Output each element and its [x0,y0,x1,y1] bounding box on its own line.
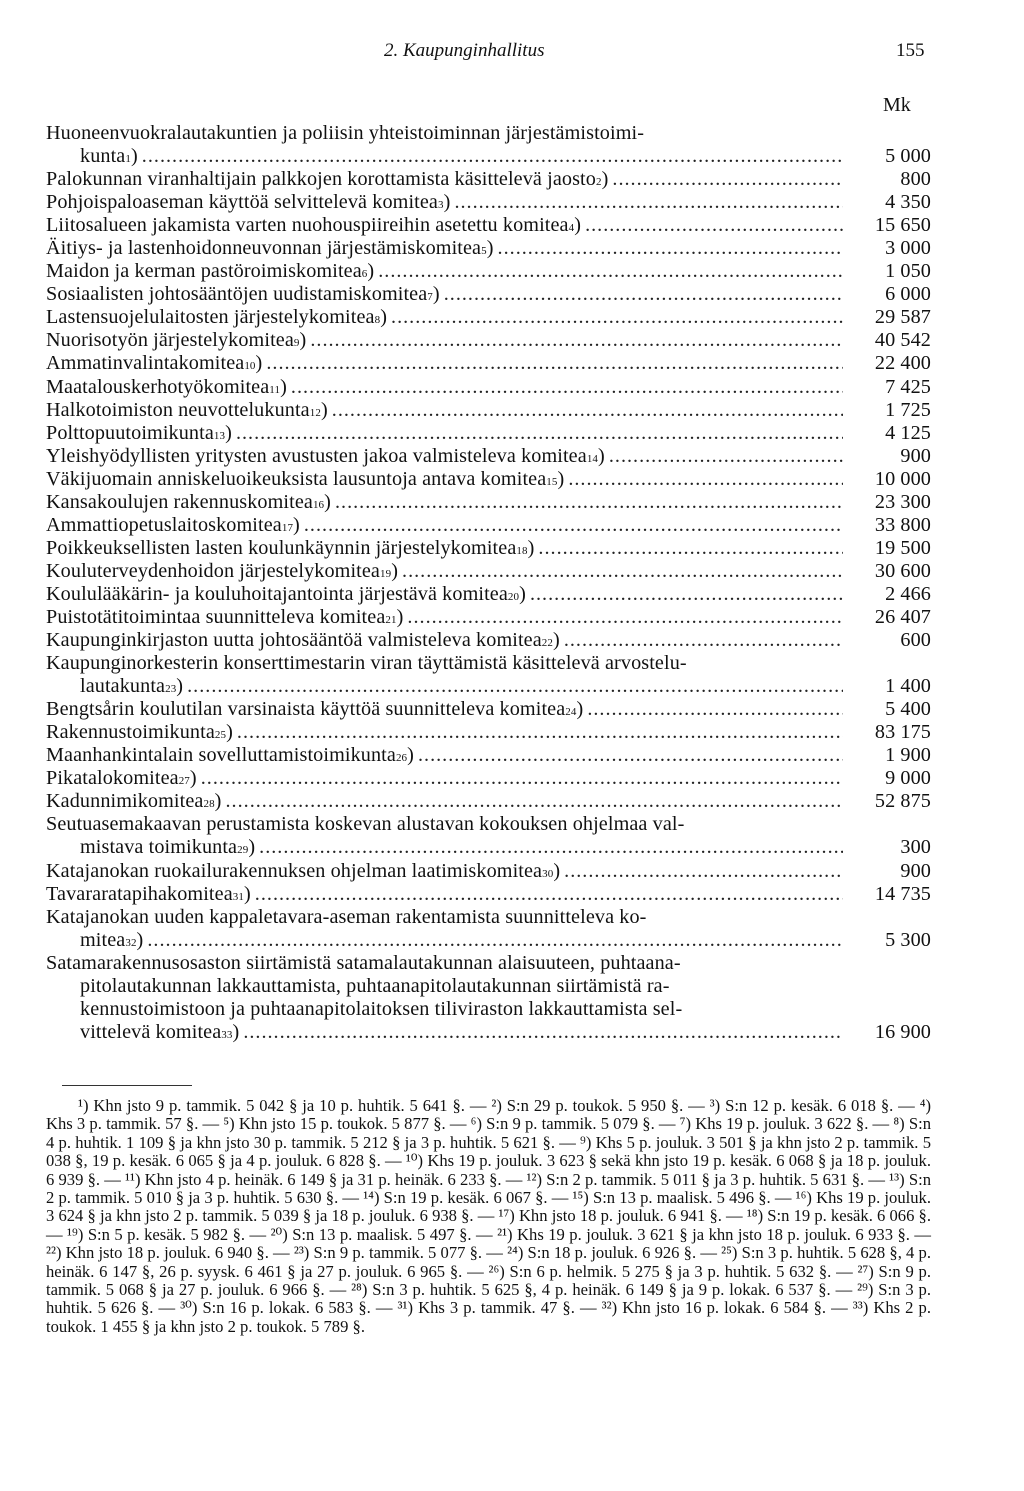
list-item [46,860,931,883]
footnote-paren: ) [367,260,375,283]
entry-line: Ammatinvalintakomitea 10 ) ..... 22 400 [46,352,931,375]
list-item [46,122,931,168]
committee-cost-list [46,122,931,1044]
dot-leader [332,399,843,422]
entry-title-text: Sosiaalisten johtosääntöjen uudistamiskomitea [46,283,428,306]
entry-title-text: kunta [80,145,126,168]
entry-title-text: Kadunnimikomitea [46,790,204,813]
entry-line: Koululääkärin- ja kouluhoitajantointa järjestävä komitea 20 ) ..... 2 466 [46,583,931,606]
entry-line: kunta 1 ) ..... 5 000 [46,145,931,168]
footnote-paren: ) [519,582,526,605]
amount-value: 40 542 [874,329,931,352]
entry-title-text: Katajanokan ruokailurakennuksen ohjelman laatimiskomitea [46,859,543,882]
list-item [46,952,931,1044]
entry-title-text: Puistotätitoimintaa suunnitteleva komitea [46,605,386,628]
amount-value: 26 407 [874,605,931,628]
footnote-paren: ) [255,352,263,375]
entry-line: mistava toimikunta 29 ) ..... 300 [46,836,931,859]
list-item [46,790,931,813]
running-title: 2. Kaupunginhallitus [384,40,545,61]
amount-value: 5 000 [885,145,931,168]
entry-title-text: Satamarakennusosaston siirtämistä satamalautakunnan alaisuuteen, puhtaana- [46,951,681,974]
dot-leader [237,721,843,744]
currency-column-heading: Mk [883,94,911,116]
list-item [46,445,931,468]
list-item [46,883,931,906]
footnote-paren: ) [299,329,307,352]
dot-leader [402,560,843,583]
dot-leader [498,237,843,260]
list-item [46,260,931,283]
amount-value: 3 000 [885,237,931,260]
amount-value: 30 600 [874,559,931,582]
footnote-paren: ) [293,513,300,536]
entry-title-text: Bengtsårin koulutilan varsinaista käyttöä suunnitteleva komitea [46,698,566,721]
dot-leader [612,168,843,191]
dot-leader [564,629,843,652]
entry-line: mitea 32 ) ..... 5 300 [46,929,931,952]
dot-leader [564,860,843,883]
entry-title-text: Palokunnan viranhaltijain palkkojen korottamista käsittelevä jaosto [46,168,596,191]
footnote-paren: ) [553,629,560,652]
entry-title-text: lautakunta [80,675,166,698]
entry-line: Nuorisotyön järjestelykomitea 9 ) ..... 40 542 [46,329,931,352]
entry-line: lautakunta 23 ) ..... 1 400 [46,675,931,698]
footnote-paren: ) [176,675,184,698]
amount-value: 33 800 [874,513,931,536]
entry-title-text: Pikatalokomitea [46,767,179,790]
dot-leader [304,514,843,537]
entry-line: Pikatalokomitea 27 ) ..... 9 000 [46,767,931,790]
footnote-paren: ) [576,698,584,721]
dot-leader [201,767,843,790]
entry-line: Kadunnimikomitea 28 ) ..... 52 875 [46,790,931,813]
footnote-paren: ) [396,605,404,628]
dot-leader [187,675,843,698]
entry-line: Polttopuutoimikunta 13 ) ..... 4 125 [46,422,931,445]
footnote-paren: ) [557,467,565,490]
dot-leader [255,883,843,906]
list-item [46,629,931,652]
entry-line: Tavararatapihakomitea 31 ) ..... 14 735 [46,883,931,906]
amount-value: 6 000 [885,283,931,306]
list-item [46,652,931,698]
list-item [46,767,931,790]
entry-line: Kansakoulujen rakennuskomitea 16 ) ..... 23 300 [46,491,931,514]
amount-value: 52 875 [874,790,931,813]
footnote-paren: ) [553,859,561,882]
footnote-paren: ) [432,283,440,306]
entry-title-text: Tavararatapihakomitea [46,882,233,905]
entry-line: Maatalouskerhotyökomitea 11 ) ..... 7 425 [46,376,931,399]
list-item [46,352,931,375]
amount-value: 5 300 [885,928,931,951]
dot-leader [310,329,843,352]
entry-line: Pohjoispaloaseman käyttöä selvittelevä komitea 3 ) ..... 4 350 [46,191,931,214]
footnote-paren: ) [324,490,331,513]
entry-title-text: Pohjoispaloaseman käyttöä selvittelevä komitea [46,191,438,214]
entry-line: Palokunnan viranhaltijain palkkojen korottamista käsittelevä jaosto 2 ) ..... 800 [46,168,931,191]
dot-leader [587,698,843,721]
list-item [46,744,931,767]
list-item [46,214,931,237]
amount-value: 15 650 [874,214,931,237]
amount-value: 600 [900,629,931,652]
amount-value: 1 400 [885,675,931,698]
entry-title-text: Maanhankintalain sovelluttamistoimikunta [46,744,396,767]
list-item [46,168,931,191]
amount-value: 9 000 [885,767,931,790]
entry-line: Ammattiopetuslaitoskomitea 17 ) ..... 33 800 [46,514,931,537]
list-item [46,606,931,629]
dot-leader [454,191,843,214]
amount-value: 22 400 [874,352,931,375]
dot-leader [259,836,843,859]
footnote-paren: ) [225,421,232,444]
amount-value: 1 725 [885,398,931,421]
list-item [46,537,931,560]
dot-leader [568,468,843,491]
entry-title-text: Liitosalueen jakamista varten nuohouspiireihin asetettu komitea [46,214,569,237]
dot-leader [142,145,843,168]
entry-title-text: Ammattiopetuslaitoskomitea [46,513,282,536]
list-item [46,399,931,422]
entry-title-text: Maidon ja kerman pastöroimiskomitea [46,260,362,283]
footnote-paren: ) [189,767,197,790]
entry-title-text: Väkijuomain anniskeluoikeuksista lausuntoja antava komitea [46,467,547,490]
entry-line: Liitosalueen jakamista varten nuohouspiireihin asetettu komitea 4 ) ..... 15 650 [46,214,931,237]
footnote-paren: ) [443,191,451,214]
entry-line [46,998,931,1021]
dot-leader [609,445,843,468]
dot-leader [530,583,843,606]
dot-leader [226,790,844,813]
amount-value: 5 400 [885,698,931,721]
list-item [46,422,931,445]
entry-line: Kouluterveydenhoidon järjestelykomitea 19 ) ..... 30 600 [46,560,931,583]
entry-line [46,952,931,975]
entry-title-text: Poikkeuksellisten lasten koulunkäynnin järjestelykomitea [46,536,517,559]
list-item [46,514,931,537]
entry-title-text: kennustoimistoon ja puhtaanapitolaitoksen tiliviraston lakkauttamista sel- [80,997,683,1020]
entry-title-text: Koululääkärin- ja kouluhoitajantointa järjestävä komitea [46,582,508,605]
dot-leader [291,376,843,399]
amount-value: 300 [900,836,931,859]
entry-title-text: Katajanokan uuden kappaletavara-aseman rakentamista suunnitteleva ko- [46,905,647,928]
entry-line [46,975,931,998]
dot-leader [585,214,843,237]
list-item [46,583,931,606]
list-item [46,698,931,721]
entry-title-text: Halkotoimiston neuvottelukunta [46,398,310,421]
amount-value: 23 300 [874,490,931,513]
dot-leader [147,929,843,952]
entry-title-text: Kansakoulujen rakennuskomitea [46,490,313,513]
list-item [46,491,931,514]
amount-value: 83 175 [874,721,931,744]
amount-value: 7 425 [885,375,931,398]
amount-value: 29 587 [874,306,931,329]
list-item [46,191,931,214]
footnote-paren: ) [598,444,605,467]
list-item [46,721,931,744]
entry-title-text: Kaupunginorkesterin konserttimestarin viran täyttämistä käsittelevä arvostelu- [46,652,687,675]
entry-title-text: Polttopuutoimikunta [46,421,214,444]
footnote-paren: ) [280,375,287,398]
footnote-paren: ) [486,237,494,260]
dot-leader [407,606,843,629]
entry-line: Yleishyödyllisten yritysten avustusten jakoa valmisteleva komitea 14 ) ..... 900 [46,445,931,468]
entry-line: Katajanokan ruokailurakennuksen ohjelman laatimiskomitea 30 ) ..... 900 [46,860,931,883]
footnote-paren: ) [527,536,535,559]
amount-value: 4 125 [885,421,931,444]
amount-value: 2 466 [885,582,931,605]
list-item [46,468,931,491]
entry-line: Kaupunginkirjaston uutta johtosääntöä valmisteleva komitea 22 ) ..... 600 [46,629,931,652]
footnote-paren: ) [226,721,233,744]
entry-title-text: Lastensuojelulaitosten järjestelykomitea [46,306,375,329]
footnote-paren: ) [232,1020,240,1043]
page-header [0,40,1024,70]
entry-title-text: Nuorisotyön järjestelykomitea [46,329,294,352]
entry-line [46,813,931,836]
dot-leader [418,744,843,767]
entry-line: Sosiaalisten johtosääntöjen uudistamiskomitea 7 ) ..... 6 000 [46,283,931,306]
list-item [46,376,931,399]
entry-line: Lastensuojelulaitosten järjestelykomitea 8 ) ..... 29 587 [46,306,931,329]
entry-line: Puistotätitoimintaa suunnitteleva komitea 21 ) ..... 26 407 [46,606,931,629]
amount-value: 16 900 [874,1020,931,1043]
entry-title-text: Rakennustoimikunta [46,721,215,744]
list-item [46,329,931,352]
amount-value: 1 050 [885,260,931,283]
footnote-paren: ) [601,168,609,191]
entry-title-text: Maatalouskerhotyökomitea [46,375,270,398]
entry-line: Väkijuomain anniskeluoikeuksista lausuntoja antava komitea 15 ) ..... 10 000 [46,468,931,491]
dot-leader [378,260,843,283]
entry-title-text: Kouluterveydenhoidon järjestelykomitea [46,559,380,582]
amount-value: 900 [900,444,931,467]
entry-line: Halkotoimiston neuvottelukunta 12 ) ..... 1 725 [46,399,931,422]
list-item [46,560,931,583]
entry-title-text: Seutuasemakaavan perustamista koskevan alustavan kokouksen ohjelmaa val- [46,813,685,836]
footnote-paren: ) [243,882,251,905]
footnote-rule [62,1085,192,1086]
dot-leader [335,491,843,514]
footnote-paren: ) [136,928,144,951]
amount-value: 900 [900,859,931,882]
amount-value: 800 [900,168,931,191]
entry-line: Poikkeuksellisten lasten koulunkäynnin järjestelykomitea 18 ) ..... 19 500 [46,537,931,560]
list-item [46,306,931,329]
list-item [46,237,931,260]
entry-title-text: Äitiys- ja lastenhoidonneuvonnan järjestämiskomitea [46,237,482,260]
entry-line: vittelevä komitea 33 ) ..... 16 900 [46,1021,931,1044]
entry-line: Bengtsårin koulutilan varsinaista käyttöä suunnitteleva komitea 24 ) ..... 5 400 [46,698,931,721]
dot-leader [538,537,843,560]
entry-line: Rakennustoimikunta 25 ) ..... 83 175 [46,721,931,744]
dot-leader [391,306,843,329]
dot-leader [243,1021,843,1044]
footnote-paren: ) [391,559,399,582]
entry-title-text: mistava toimikunta [80,836,238,859]
footnote-paren: ) [380,306,388,329]
amount-value: 4 350 [885,191,931,214]
footnote-paren: ) [574,214,582,237]
entry-title-text: pitolautakunnan lakkauttamista, puhtaanapitolautakunnan siirtämistä ra- [80,974,670,997]
entry-title-text: vittelevä komitea [80,1020,222,1043]
footnote-paren: ) [130,145,138,168]
entry-line: Maanhankintalain sovelluttamistoimikunta 26 ) ..... 1 900 [46,744,931,767]
entry-title-text: Yleishyödyllisten yritysten avustusten jakoa valmisteleva komitea [46,444,587,467]
amount-value: 19 500 [874,536,931,559]
list-item [46,813,931,859]
entry-title-text: Kaupunginkirjaston uutta johtosääntöä valmisteleva komitea [46,629,542,652]
amount-value: 1 900 [885,744,931,767]
entry-title-text: mitea [80,928,126,951]
footnote-paren: ) [320,398,328,421]
dot-leader [444,283,843,306]
entry-title-text: Ammatinvalintakomitea [46,352,245,375]
amount-value: 14 735 [874,882,931,905]
footnote-text: ¹) Khn jsto 9 p. tammik. 5 042 § ja 10 p. huhtik. 5 641 §. — ²) S:n 29 p. toukok. 5 950 §. — ³) S:n 12 p. kesäk. 6 018 §. — ⁴) Khs 3 p. tammik. 57 §. — ⁵) Khn jsto 15 p. toukok. 5 877 §. — ⁶) S:n 9 p. tammik. 5 079 §. — ⁷) Khs 19 p. jouluk. 3 622 §. — ⁸) S:n 4 p. huhtik. 1 109 § ja khn jsto 30 p. tammik. 5 212 § ja 3 p. huhtik. 5 621 §. — ⁹) Khs 5 p. jouluk. 3 501 § ja khn jsto 2 p. tammik. 5 038 §, 19 p. kesäk. 6 065 § ja 4 p. jouluk. 6 828 §. — ¹⁰) Khs 19 p. jouluk. 3 623 § sekä khn jsto 19 p. kesäk. 6 068 § ja 18 p. jouluk. 6 939 §. — ¹¹) Khn jsto 4 p. heinäk. 6 149 § ja 31 p. heinäk. 6 233 §. — ¹²) S:n 2 p. tammik. 5 011 § ja 3 p. huhtik. 5 631 §. — ¹³) S:n 2 p. tammik. 5 010 § ja 3 p. huhtik. 5 630 §. — ¹⁴) S:n 19 p. kesäk. 6 067 §. — ¹⁵) S:n 13 p. maalisk. 5 496 §. — ¹⁶) Khs 19 p. jouluk. 3 624 § ja khn jsto 2 p. tammik. 5 039 § ja 18 p. jouluk. 6 938 §. — ¹⁷) Khn jsto 18 p. jouluk. 6 941 §. — ¹⁸) S:n 19 p. kesäk. 6 066 §. — ¹⁹) S:n 5 p. kesäk. 5 982 §. — ²⁰) S:n 13 p. maalisk. 5 497 §. — ²¹) Khs 19 p. jouluk. 3 621 § ja khn jsto 18 p. jouluk. 6 933 §. — ²²) Khn jsto 18 p. jouluk. 6 940 §. — ²³) S:n 9 p. tammik. 5 077 §. — ²⁴) S:n 18 p. jouluk. 6 926 §. — ²⁵) S:n 3 p. huhtik. 5 628 §, 4 p. heinäk. 6 147 §, 26 p. syysk. 6 461 § ja 27 p. jouluk. 6 965 §. — ²⁶) S:n 6 p. helmik. 5 275 § ja 3 p. huhtik. 5 632 §. — ²⁷) S:n 9 p. tammik. 5 068 § ja 27 p. jouluk. 6 966 §. — ²⁸) S:n 3 p. huhtik. 5 625 §, 4 p. heinäk. 6 149 § ja 9 p. lokak. 6 537 §. — ²⁹) S:n 3 p. huhtik. 5 626 §. — ³⁰) S:n 16 p. lokak. 6 583 §. — ³¹) Khs 3 p. tammik. 47 §. — ³²) Khn jsto 16 p. lokak. 6 584 §. — ³³) Khs 2 p. toukok. 1 455 § ja khn jsto 2 p. toukok. 5 789 §. [46,1096,931,1336]
footnote-paren: ) [407,744,414,767]
dot-leader [266,352,843,375]
list-item [46,283,931,306]
footnotes [46,1097,931,1336]
page-number: 155 [896,40,925,61]
amount-value: 10 000 [874,467,931,490]
list-item [46,906,931,952]
entry-line: Maidon ja kerman pastöroimiskomitea 6 ) ..... 1 050 [46,260,931,283]
entry-line: Äitiys- ja lastenhoidonneuvonnan järjestämiskomitea 5 ) ..... 3 000 [46,237,931,260]
entry-line [46,122,931,145]
dot-leader [236,422,843,445]
entry-line [46,652,931,675]
entry-title-text: Huoneenvuokralautakuntien ja poliisin yhteistoiminnan järjestämistoimi- [46,122,645,144]
entry-line [46,906,931,929]
footnote-paren: ) [248,836,256,859]
footnote-paren: ) [214,790,222,813]
